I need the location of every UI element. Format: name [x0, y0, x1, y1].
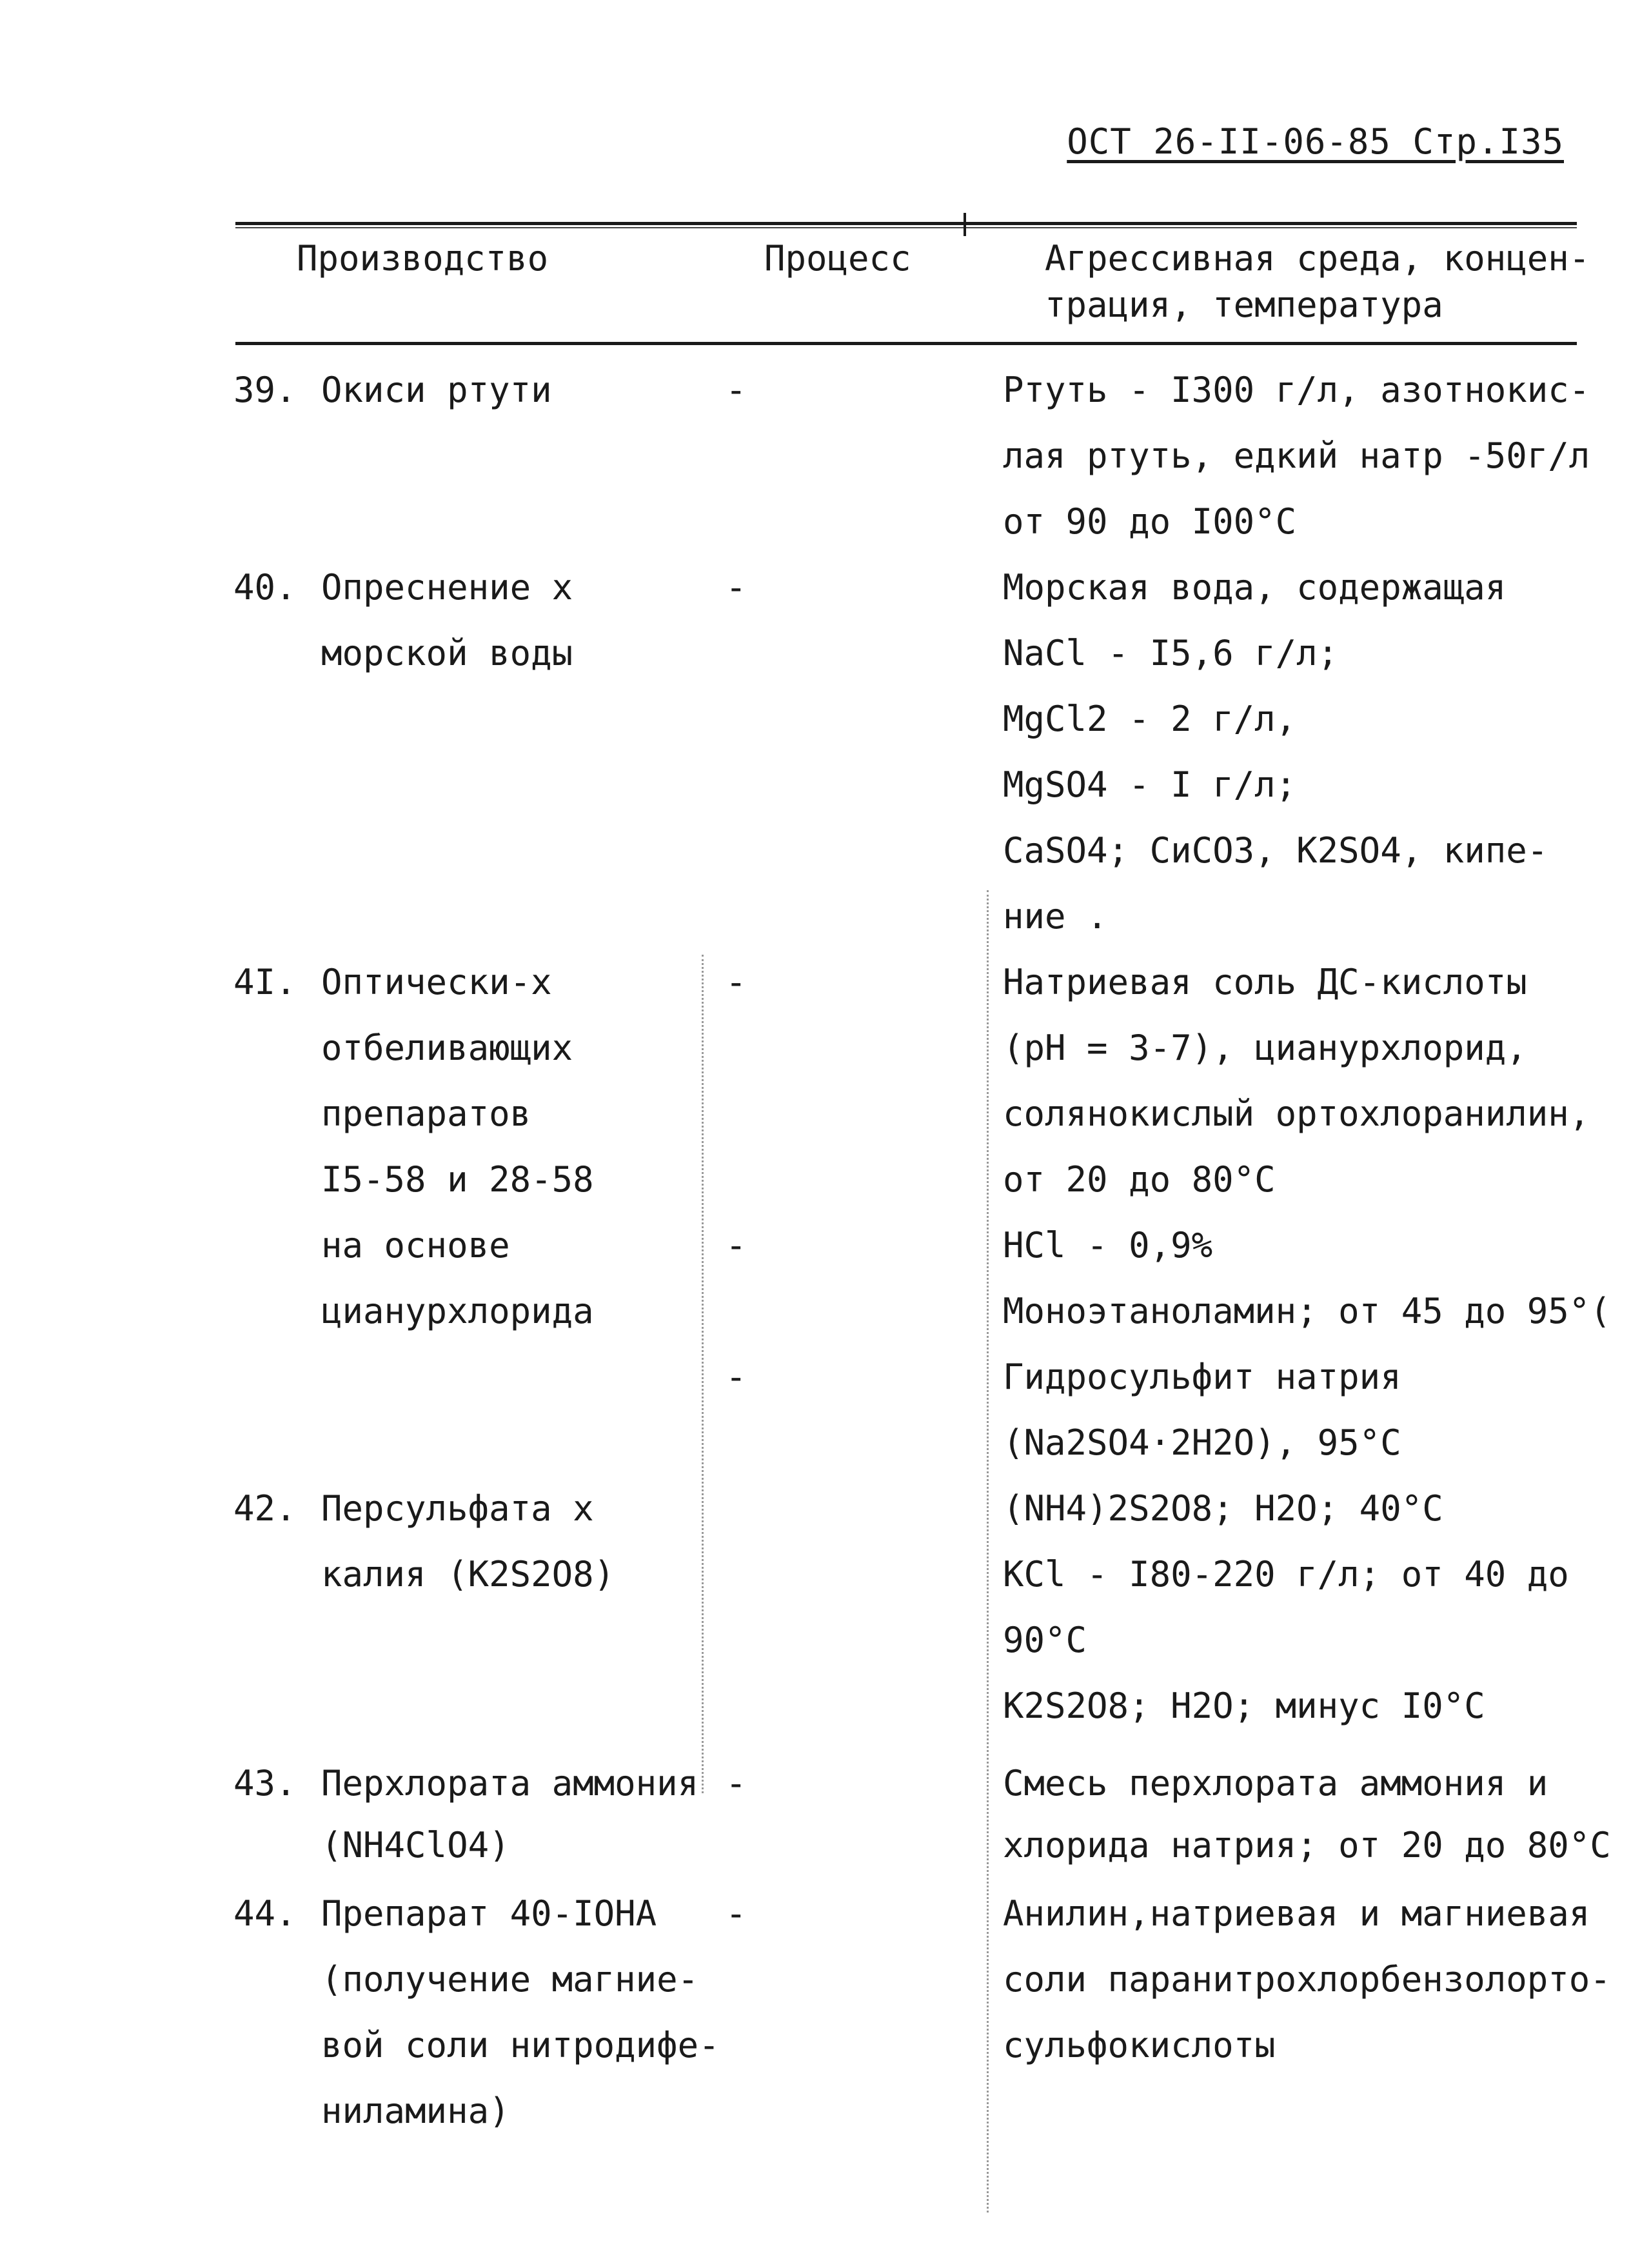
row-environment-line: Смесь перхлората аммония и [1003, 1763, 1548, 1804]
row-environment-line: Анилин,натриевая и магниевая [1003, 1893, 1590, 1934]
row-production-line: I5-58 и 28-58 [321, 1159, 594, 1200]
row-environment-line: хлорида натрия; от 20 до 80°C [1003, 1825, 1611, 1865]
row-production-line: Опреснение x [321, 567, 573, 608]
row-production-line: ниламина) [321, 2091, 510, 2131]
row-environment-line: лая ртуть, едкий натр -50г/л [1003, 435, 1590, 476]
row-process: - [726, 1225, 747, 1266]
row-process: - [726, 567, 747, 608]
column-divider-right [987, 890, 989, 2213]
row-number: 43. [233, 1763, 297, 1804]
row-production-line: отбеливающих [321, 1028, 573, 1068]
row-production-line: вой соли нитродифе- [321, 2025, 720, 2065]
row-environment-line: CaSO4; CиCO3, K2SO4, кипе- [1003, 830, 1548, 871]
row-environment-line: Гидросульфит натрия [1003, 1357, 1401, 1397]
row-environment-line: от 20 до 80°C [1003, 1159, 1276, 1200]
row-environment-line: (pH = 3-7), цианурхлорид, [1003, 1028, 1527, 1068]
row-environment-line: (Na2SO4·2H2O), 95°C [1003, 1422, 1401, 1463]
row-production-line: на основе [321, 1225, 510, 1266]
row-environment-line: KCl - I80-220 г/л; от 40 до [1003, 1554, 1569, 1595]
row-environment-line: 90°C [1003, 1620, 1087, 1660]
row-environment-line: Моноэтаноламин; от 45 до 95°( [1003, 1291, 1611, 1331]
row-environment-line: Ртуть - I300 г/л, азотнокис- [1003, 370, 1590, 410]
row-process: - [726, 370, 747, 410]
row-process: - [726, 1357, 747, 1397]
row-environment-line: MgCl2 - 2 г/л, [1003, 699, 1297, 739]
row-production-line: (NH4ClO4) [321, 1825, 510, 1865]
row-production-line: Перхлората аммония [321, 1763, 699, 1804]
row-process: - [726, 1763, 747, 1804]
row-environment-line: от 90 до I00°C [1003, 501, 1297, 542]
row-environment-line: сульфокислоты [1003, 2025, 1276, 2065]
row-production-line: морской воды [321, 633, 573, 673]
row-production-line: цианурхлорида [321, 1291, 594, 1331]
row-production-line: Окиси ртути [321, 370, 552, 410]
column-header-environment-line2: трация, температура [1045, 284, 1443, 325]
row-production-line: Оптически-x [321, 962, 552, 1002]
row-process: - [726, 962, 747, 1002]
row-environment-line: Морская вода, содержащая [1003, 567, 1507, 608]
document-header: ОСТ 26-II-06-85 Стр.I35 [1067, 121, 1564, 162]
row-environment-line: K2S2O8; H2O; минус I0°C [1003, 1686, 1485, 1726]
column-divider-left [702, 955, 704, 1793]
row-environment-line: (NH4)2S2O8; H2O; 40°C [1003, 1488, 1443, 1529]
row-environment-line: ние . [1003, 896, 1108, 937]
row-environment-line: Натриевая соль ДС-кислоты [1003, 962, 1527, 1002]
row-production-line: Персульфата x [321, 1488, 594, 1529]
table-top-rule-thin [235, 227, 1577, 228]
column-header-process: Процесс [764, 238, 911, 279]
column-tick-mark [964, 213, 966, 236]
row-production-line: (получение магние- [321, 1959, 699, 2000]
row-environment-line: MgSO4 - I г/л; [1003, 764, 1297, 805]
table-header-rule [235, 342, 1577, 345]
row-production-line: препаратов [321, 1093, 531, 1134]
column-header-environment-line1: Агрессивная среда, концен- [1045, 238, 1590, 279]
column-header-environment [1045, 235, 1593, 328]
row-number: 39. [233, 370, 297, 410]
row-environment-line: HCl - 0,9% [1003, 1225, 1213, 1266]
row-number: 40. [233, 567, 297, 608]
column-header-production: Производство [297, 238, 549, 279]
row-process: - [726, 1893, 747, 1934]
row-environment-line: соли паранитрохлорбензолорто- [1003, 1959, 1611, 2000]
row-production-line: Препарат 40-IOHA [321, 1893, 657, 1934]
table-top-rule [235, 222, 1577, 225]
row-environment-line: солянокислый ортохлоранилин, [1003, 1093, 1590, 1134]
row-environment-line: NaCl - I5,6 г/л; [1003, 633, 1339, 673]
row-number: 42. [233, 1488, 297, 1529]
row-number: 4I. [233, 962, 297, 1002]
row-number: 44. [233, 1893, 297, 1934]
row-production-line: калия (K2S2O8) [321, 1554, 615, 1595]
